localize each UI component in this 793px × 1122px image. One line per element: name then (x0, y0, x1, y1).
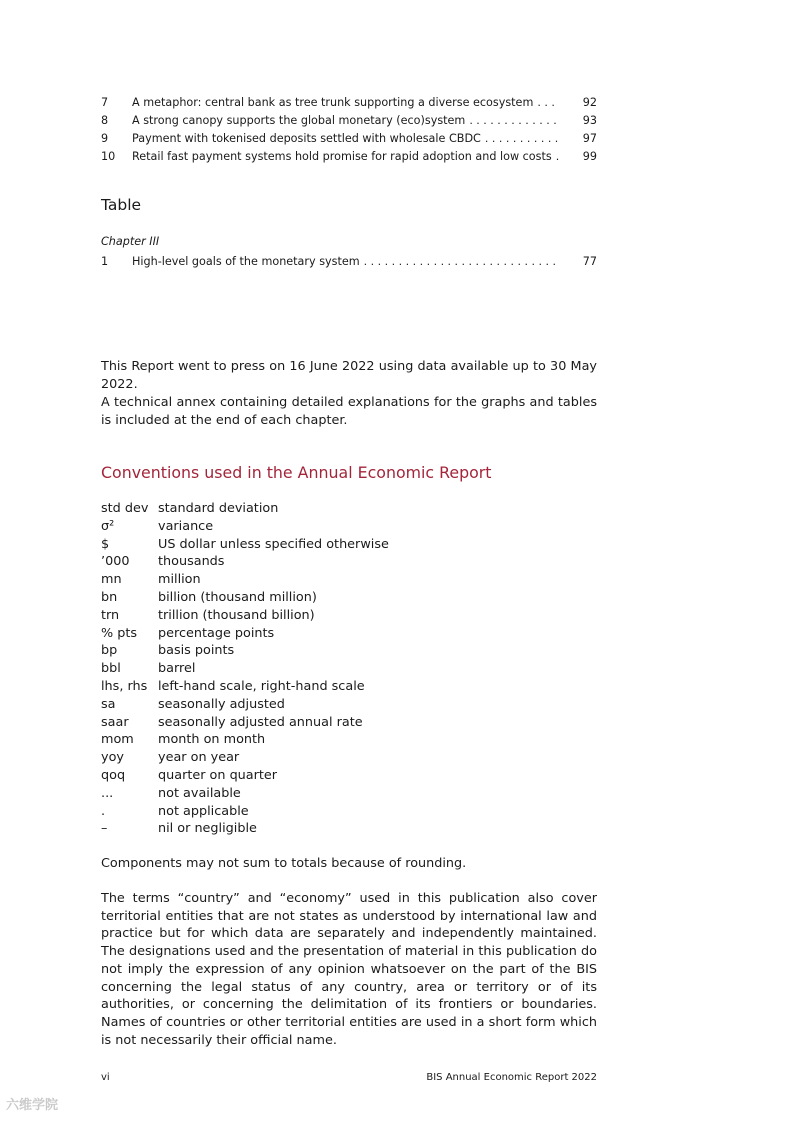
convention-row (101, 767, 597, 785)
convention-abbreviation: % pts (101, 625, 138, 641)
convention-row (101, 589, 597, 607)
convention-abbreviation: $ (101, 536, 110, 552)
convention-abbreviation: σ² (101, 518, 115, 534)
convention-row (101, 500, 597, 518)
convention-row (101, 607, 597, 625)
toc-page: 97 (582, 132, 597, 145)
convention-abbreviation: lhs, rhs (101, 678, 148, 694)
convention-abbreviation: trn (101, 607, 120, 623)
leader-dots (364, 253, 559, 271)
convention-definition: trillion (thousand billion) (158, 607, 315, 623)
terms-note: The terms “country” and “economy” used in this publication also cover territorial entities that are not states as understood by international law and practice but for which data are separately and independently maintained. The designations used and the presentation of material in this publication do not imply the expression of any opinion whatsoever on the part of the BIS concerning the legal status of any country, area or territory or of its authorities, or concerning the delimitation of its frontiers or boundaries. Names of countries or other territorial entities are used in a short form which is not necessarily their official name. (101, 891, 597, 1048)
convention-abbreviation: ’000 (101, 554, 130, 570)
toc-page: 99 (582, 150, 597, 163)
toc-title-wrap (132, 148, 559, 166)
convention-row (101, 518, 597, 536)
convention-abbreviation: ... (101, 785, 114, 801)
convention-definition: billion (thousand million) (158, 589, 317, 605)
convention-definition: US dollar unless specified otherwise (158, 536, 389, 552)
convention-definition: seasonally adjusted (158, 696, 285, 712)
convention-definition: thousands (158, 554, 225, 570)
convention-definition: basis points (158, 643, 235, 659)
toc-row[interactable] (101, 148, 597, 166)
convention-abbreviation: mn (101, 572, 122, 588)
convention-abbreviation: saar (101, 714, 129, 730)
watermark-logo: 六维学院 (6, 1098, 59, 1113)
convention-abbreviation: – (101, 821, 108, 837)
convention-row (101, 625, 597, 643)
toc-title: High-level goals of the monetary system (132, 255, 360, 268)
toc-number: 1 (101, 255, 109, 268)
convention-row (101, 660, 597, 678)
convention-definition: year on year (158, 750, 240, 766)
convention-row (101, 803, 597, 821)
convention-definition: barrel (158, 661, 196, 677)
toc-row[interactable] (101, 94, 597, 112)
footer-page-number: vi (101, 1072, 110, 1083)
leader-dots (469, 112, 559, 130)
convention-abbreviation: bp (101, 643, 118, 659)
conventions-heading: Conventions used in the Annual Economic Report (101, 463, 492, 482)
convention-definition: seasonally adjusted annual rate (158, 714, 363, 730)
table-list (101, 253, 597, 271)
leader-dots (485, 130, 559, 148)
convention-row (101, 553, 597, 571)
toc-title-wrap (132, 130, 559, 148)
graph-list (101, 94, 597, 166)
toc-row[interactable] (101, 253, 597, 271)
toc-row[interactable] (101, 112, 597, 130)
press-note: This Report went to press on 16 June 2022 using data available up to 30 May 2022. (101, 359, 597, 392)
chapter-label: Chapter III (101, 235, 160, 248)
toc-row[interactable] (101, 130, 597, 148)
convention-row (101, 820, 597, 838)
toc-title-wrap (132, 112, 559, 130)
convention-definition: million (158, 572, 201, 588)
toc-page: 77 (582, 255, 597, 268)
rounding-note: Components may not sum to totals because of rounding. (101, 856, 467, 871)
leader-dots (537, 94, 559, 112)
convention-definition: percentage points (158, 625, 275, 641)
toc-title: A strong canopy supports the global monetary (eco)system (132, 114, 466, 127)
footer-publication: BIS Annual Economic Report 2022 (426, 1072, 597, 1083)
toc-title: Retail fast payment systems hold promise for rapid adoption and low costs (132, 150, 552, 163)
convention-row (101, 731, 597, 749)
annex-note: A technical annex containing detailed explanations for the graphs and tables is included at the end of each chapter. (101, 395, 597, 428)
convention-abbreviation: qoq (101, 767, 126, 783)
convention-definition: not applicable (158, 803, 249, 819)
convention-row (101, 642, 597, 660)
convention-row (101, 714, 597, 732)
toc-number: 8 (101, 114, 109, 127)
convention-definition: variance (158, 518, 214, 534)
convention-definition: not available (158, 785, 241, 801)
convention-abbreviation: . (101, 803, 106, 819)
convention-abbreviation: sa (101, 696, 116, 712)
conventions-list (101, 500, 597, 838)
convention-row (101, 696, 597, 714)
convention-definition: left-hand scale, right-hand scale (158, 678, 365, 694)
convention-abbreviation: mom (101, 732, 134, 748)
toc-title-wrap (132, 253, 559, 271)
convention-abbreviation: std dev (101, 501, 149, 516)
convention-row (101, 749, 597, 767)
convention-definition: standard deviation (158, 501, 279, 516)
convention-row (101, 536, 597, 554)
convention-row (101, 785, 597, 803)
toc-title: Payment with tokenised deposits settled with wholesale CBDC (132, 132, 481, 145)
convention-abbreviation: bn (101, 589, 118, 605)
convention-abbreviation: bbl (101, 661, 121, 677)
toc-number: 7 (101, 96, 109, 109)
convention-row (101, 678, 597, 696)
table-section-heading: Table (101, 196, 142, 214)
toc-page: 93 (582, 114, 597, 127)
toc-title: A metaphor: central bank as tree trunk supporting a diverse ecosystem (132, 96, 534, 109)
toc-number: 10 (101, 150, 116, 163)
convention-definition: quarter on quarter (158, 767, 278, 783)
toc-number: 9 (101, 132, 109, 145)
convention-row (101, 571, 597, 589)
convention-definition: nil or negligible (158, 821, 257, 837)
convention-abbreviation: yoy (101, 750, 124, 766)
convention-definition: month on month (158, 732, 266, 748)
toc-title-wrap (132, 94, 559, 112)
toc-page: 92 (582, 96, 597, 109)
